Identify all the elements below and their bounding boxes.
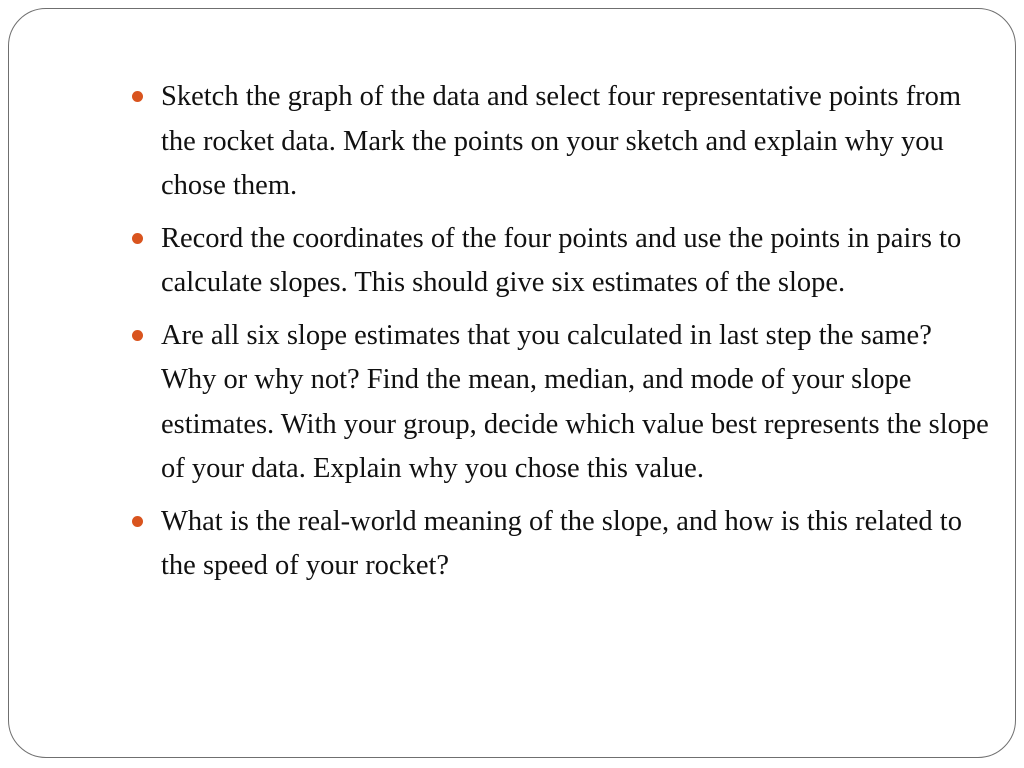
bullet-item-real-world-meaning [129, 500, 989, 589]
bullet-dot-icon [132, 516, 143, 527]
slide-frame [8, 8, 1016, 758]
bullet-text: Are all six slope estimates that you calculated in last step the same? Why or why not? Find the mean, median, and mode of your slope estimates. With your group, decide which value best represents the slope of your data. Explain why you chose this value. [161, 319, 989, 484]
bullet-dot-icon [132, 91, 143, 102]
bullet-list [129, 75, 989, 597]
bullet-item-sketch-graph [129, 75, 989, 209]
bullet-text: Record the coordinates of the four points and use the points in pairs to calculate slopes. This should give six estimates of the slope. [161, 222, 962, 298]
bullet-item-slope-estimates [129, 314, 989, 492]
bullet-text: What is the real-world meaning of the slope, and how is this related to the speed of your rocket? [161, 505, 962, 581]
bullet-item-record-coordinates [129, 217, 989, 306]
bullet-dot-icon [132, 330, 143, 341]
bullet-text: Sketch the graph of the data and select four representative points from the rocket data. Mark the points on your sketch and explain why you chose them. [161, 81, 962, 201]
bullet-dot-icon [132, 233, 143, 244]
